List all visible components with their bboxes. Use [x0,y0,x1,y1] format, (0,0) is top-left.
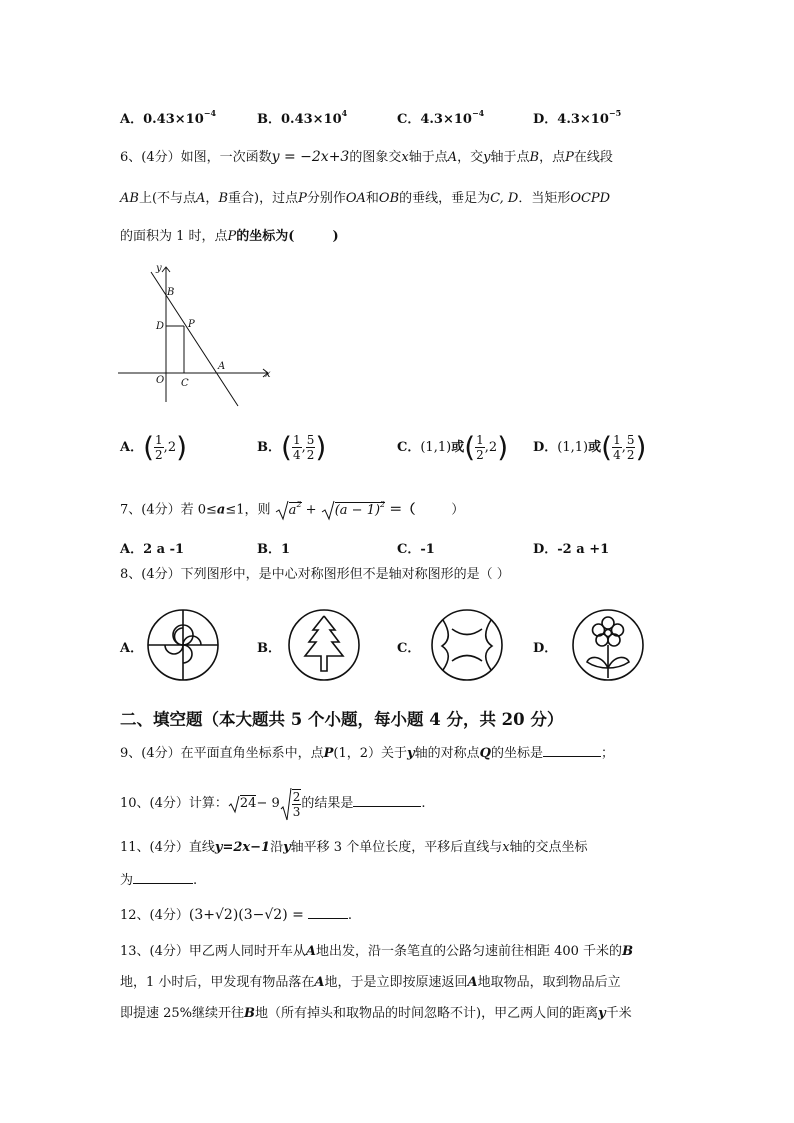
fig-label-c: C [181,378,189,389]
fig-label-x: x [265,369,271,380]
q6-option-d[interactable]: D．(1,1)或( $\frac{1}{4}$ , $\frac{5}{2}$ ) [533,430,647,464]
sqrt-sign-1 [275,500,289,520]
fig-label-b: B [167,287,175,298]
sqrt-sign-3 [228,795,240,813]
q8-option-a-label[interactable]: A． [120,641,144,656]
q6-line-2: AB上(不与点A，B重合)，过点P分别作OA和OB的垂线，垂足为C, D．当矩形OCPD [120,191,611,206]
pinwheel-figure[interactable] [146,608,220,682]
q8-option-d-label[interactable]: D． [533,641,558,656]
q8-stem: 8、(4分）下列图形中，是中心对称图形但不是轴对称图形的是（ ） [120,567,510,582]
q11-line-2: 为 . [120,873,198,888]
q6-option-c[interactable]: C．(1,1)或( $\frac{1}{2}$ ,2) [397,430,509,464]
q5-option-b[interactable]: B．$0.43\times 10^4$ [257,108,348,127]
q8-option-b-label[interactable]: B． [257,641,281,656]
q10-stem: 10、(4分）计算： 24− 9 $\frac{2}{3}$ 的结果是 . [120,786,426,822]
q6-line-1: 6、(4分）如图，一次函数y = −2x+3的图象交x轴于点A，交y轴于点B，点P在线段 [120,149,613,165]
q10-answer-blank[interactable] [353,794,421,807]
q5-option-c[interactable]: C．$4.3\times 10^{-4}$ [397,108,485,127]
q7-option-d[interactable]: D．-2 a +1 [533,542,610,557]
fig-label-d: D [156,321,165,332]
four-arc-figure[interactable] [430,608,504,682]
section-title: 二、填空题（本大题共 5 个小题，每小题 4 分，共 20 分） [120,710,564,729]
q6-option-b[interactable]: B．( $\frac{1}{4}$ , $\frac{5}{2}$ ) [257,430,327,464]
tree-figure[interactable] [287,608,361,682]
q11-line-1: 11、(4分）直线y=2x−1沿y轴平移 3 个单位长度，平移后直线与x轴的交点坐标 [120,840,588,855]
q7-option-b[interactable]: B．1 [257,542,291,557]
fig-label-y: y [156,263,162,274]
q12-stem: 12、(4分）(3+√2)(3−√2) = . [120,907,352,923]
fig-label-p: P [188,319,195,330]
q13-line-3: 即提速 25%继续开往B地（所有掉头和取物品的时间忽略不计)，甲乙两人间的距离y千米 [120,1006,632,1021]
q7-stem: 7、(4分）若 0≤a≤1，则 $a^2 + (a - 1)^2$ ＝（ ） [120,500,464,520]
q6-option-a[interactable]: A．( $\frac{1}{2}$ ,2) [120,430,188,464]
fig-label-o: O [156,375,165,386]
q7-option-c[interactable]: C．-1 [397,542,435,557]
q10-fraction: $\frac{2}{3}$ [292,789,301,819]
q7-option-a[interactable]: A．2 a -1 [120,542,185,557]
sqrt-sign-2 [321,500,335,520]
sqrt-radicand-2: $(a - 1)^2$ [334,499,386,518]
q5-option-a[interactable]: A．$0.43\times 10^{-4}$ [120,108,217,127]
q8-option-c-label[interactable]: C． [397,641,421,656]
flower-figure[interactable] [571,608,645,682]
q13-line-2: 地，1 小时后，甲发现有物品落在A地，于是立即按原速返回A地取物品，取到物品后立 [120,975,621,990]
q9-answer-blank[interactable] [543,744,601,757]
q6-figure [118,262,278,412]
q12-answer-blank[interactable] [308,906,348,919]
q9-stem: 9、(4分）在平面直角坐标系中，点P(1，2）关于y轴的对称点Q的坐标是 ； [120,746,614,761]
q5-option-d[interactable]: D．$4.3\times 10^{-5}$ [533,108,622,127]
sqrt-radicand-1: $a^2$ [288,499,302,518]
fig-label-a: A [218,361,226,372]
q11-answer-blank[interactable] [133,871,193,884]
q13-line-1: 13、(4分）甲乙两人同时开车从A地出发，沿一条笔直的公路匀速前往相距 400 千米的B [120,944,634,959]
sqrt-sign-4 [280,787,292,821]
q6-line-3: 的面积为 1 时，点P的坐标为( ) [120,229,339,244]
